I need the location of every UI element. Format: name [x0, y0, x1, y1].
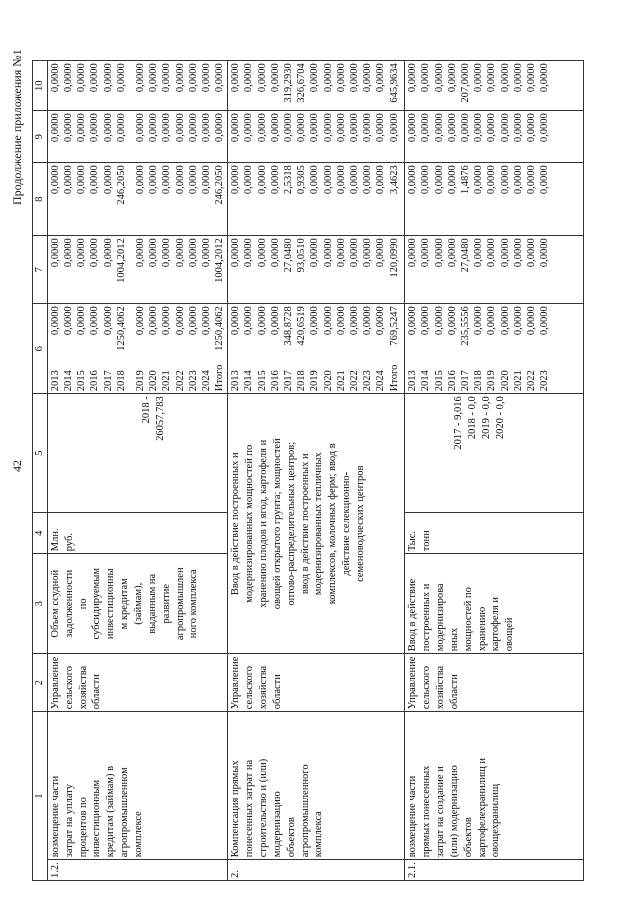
- table-cell-value: 0,0000: [309, 63, 321, 93]
- table-cell-value: 0,0000: [499, 306, 511, 336]
- table-cell-value: 2015: [433, 370, 445, 392]
- table-cell-value: 0,0000: [499, 113, 511, 143]
- table-cell-value: 0,0000: [446, 63, 458, 93]
- table-cell-value: 420,6519: [296, 306, 308, 346]
- table-cell-value: 319,2930: [283, 63, 295, 103]
- table-cell-value: 2018: [296, 370, 308, 392]
- table-cell-value: 0,0000: [134, 306, 146, 336]
- col-header-6: 6: [33, 304, 48, 394]
- table-cell-value: 0,0000: [446, 238, 458, 268]
- table-cell-value: 0,0000: [89, 63, 101, 93]
- executor: Управление сельского хозяйства области: [228, 654, 405, 712]
- table-cell-value: 0,0000: [296, 113, 308, 143]
- table-cell-value: 0,0000: [89, 113, 101, 143]
- table-cell-value: 0,0000: [161, 306, 173, 336]
- years-column: [49, 365, 226, 392]
- table-cell-value: 1004,2012: [115, 238, 127, 283]
- table-cell-value: 0,0000: [89, 238, 101, 268]
- table-cell-value: 2020: [322, 370, 334, 392]
- table-cell-value: 0,0000: [539, 113, 551, 143]
- table-cell-value: 0,0000: [335, 165, 347, 195]
- table-cell-value: 0,0000: [348, 306, 360, 336]
- table-cell-value: 0,0000: [499, 63, 511, 93]
- table-cell-value: 0,0000: [102, 238, 114, 268]
- table-cell-value: 0,0000: [200, 238, 212, 268]
- table-cell-value: 0,0000: [362, 63, 374, 93]
- table-cell-value: 0,0000: [102, 165, 114, 195]
- indicator: Ввод в действие построенных и модернизированных мощностей по хранению плодов и ягод, картофеля и овощей открытого грунта; мощностей оптово-распределительных центров; ввод в действие построенных и модернизированных тепличных комплексов, молочных ферм; ввод в действие селекционно- семеноводческих центров: [228, 394, 405, 654]
- table-cell-value: 2014: [243, 370, 255, 392]
- table-cell-value: 0,0000: [174, 63, 186, 93]
- table-row: [47, 61, 227, 881]
- table-cell-value: 0,0000: [486, 113, 498, 143]
- col8-values: [47, 163, 227, 236]
- table-cell-value: 2018: [473, 370, 485, 392]
- year-values: [228, 304, 405, 394]
- table-cell-value: 348,8728: [283, 306, 295, 346]
- table-cell-value: 0,0000: [420, 306, 432, 336]
- table-cell-value: 0,0000: [174, 238, 186, 268]
- table-cell-value: 0,0000: [362, 165, 374, 195]
- table-cell-value: 0,0000: [230, 306, 242, 336]
- table-cell-value: 0,0000: [433, 306, 445, 336]
- table-cell-value: 2021: [512, 370, 524, 392]
- table-cell-value: 2023: [362, 370, 374, 392]
- col6-values: [229, 306, 400, 345]
- table-cell-value: 326,6704: [296, 63, 308, 103]
- table-cell-value: 2023: [539, 370, 551, 392]
- table-cell-value: 0,0000: [187, 306, 199, 336]
- table-cell-value: 0,0000: [161, 63, 173, 93]
- table-cell-value: 0,0000: [388, 113, 400, 143]
- table-cell-value: 0,0000: [283, 113, 295, 143]
- table-cell-value: 0,0000: [433, 113, 445, 143]
- table-cell-value: 0,0000: [375, 63, 387, 93]
- table-cell-value: 0,0000: [76, 63, 88, 93]
- table-cell-value: 0,0000: [269, 165, 281, 195]
- executor: Управление сельского хозяйства области: [47, 654, 227, 712]
- table-cell-value: 0,0000: [335, 63, 347, 93]
- table-cell-value: 0,0000: [187, 113, 199, 143]
- table-cell-value: 0,0000: [512, 113, 524, 143]
- table-cell-value: 2015: [76, 370, 88, 392]
- table-cell-value: 0,0000: [473, 113, 485, 143]
- table-cell-value: 0,0000: [407, 306, 419, 336]
- table-cell-value: 0,0000: [362, 238, 374, 268]
- col7-values: [47, 236, 227, 304]
- table-cell-value: 0,0000: [214, 63, 226, 93]
- table-row: [228, 61, 405, 881]
- table-cell-value: 2017: [102, 370, 114, 392]
- table-cell-value: 0,0000: [512, 306, 524, 336]
- table-cell-value: 0,0000: [76, 113, 88, 143]
- col8-values: [228, 163, 405, 236]
- table-cell-value: 0,0000: [49, 306, 61, 336]
- table-cell-value: 2015: [256, 370, 268, 392]
- table-cell-value: 1,4876: [460, 165, 472, 195]
- table-cell-value: 0,0000: [134, 238, 146, 268]
- table-cell-value: 0,0000: [348, 238, 360, 268]
- table-cell-value: 0,0000: [230, 238, 242, 268]
- table-cell-value: 0,0000: [76, 165, 88, 195]
- table-cell-value: 2022: [348, 370, 360, 392]
- table-cell-value: 0,0000: [243, 63, 255, 93]
- table-cell-value: 2019: [309, 370, 321, 392]
- table-cell-value: 2020: [148, 370, 160, 392]
- table-cell-value: 0,0000: [486, 63, 498, 93]
- col-header-1: 1: [33, 712, 48, 881]
- table-cell-value: 0,0000: [243, 238, 255, 268]
- table-row: [405, 61, 584, 881]
- table-cell-value: 1250,4062: [115, 306, 127, 351]
- table-cell-value: 2014: [63, 370, 75, 392]
- table-cell-value: 0,0000: [486, 306, 498, 336]
- year-values: [405, 304, 584, 394]
- col-header-10: 10: [33, 61, 48, 111]
- table-cell-value: 0,0000: [539, 306, 551, 336]
- table-cell-value: 0,0000: [161, 238, 173, 268]
- table-cell-value: 246,2050: [115, 165, 127, 205]
- table-cell-value: 2019: [134, 370, 146, 392]
- table-cell-value: 0,0000: [200, 63, 212, 93]
- table-cell-value: 0,0000: [115, 63, 127, 93]
- table-cell-value: 0,0000: [134, 165, 146, 195]
- col10-values: [405, 61, 584, 111]
- table-cell-value: 0,0000: [230, 113, 242, 143]
- measure-name: Компенсация прямых понесенных затрат на строительство и (или) модернизацию объектов агропромышленного комплекса: [228, 712, 405, 860]
- table-cell-value: 0,0000: [230, 165, 242, 195]
- table-cell-value: 0,0000: [322, 113, 334, 143]
- table-cell-value: 0,0000: [174, 165, 186, 195]
- col6-values: [406, 306, 551, 345]
- table-cell-value: 0,0000: [335, 306, 347, 336]
- table-cell-value: 246,2050: [214, 165, 226, 205]
- table-cell-value: 0,0000: [134, 63, 146, 93]
- table-cell-value: 120,0990: [388, 238, 400, 278]
- table-cell-value: 0,0000: [200, 306, 212, 336]
- table-cell-value: 0,0000: [161, 113, 173, 143]
- table-cell-value: 0,0000: [269, 113, 281, 143]
- table-cell-value: 3,4623: [388, 165, 400, 195]
- table-cell-value: 0,0000: [525, 165, 537, 195]
- col-header-8: 8: [33, 163, 48, 236]
- col9-values: [228, 111, 405, 163]
- table-cell-value: 0,0000: [335, 113, 347, 143]
- col7-values: [228, 236, 405, 304]
- table-cell-value: 0,0000: [322, 63, 334, 93]
- table-cell-value: 0,0000: [49, 165, 61, 195]
- col10-values: [228, 61, 405, 111]
- table-cell-value: 2024: [375, 370, 387, 392]
- table-cell-value: 2013: [230, 370, 242, 392]
- table-cell-value: 0,0000: [420, 113, 432, 143]
- table-cell-value: 2020: [499, 370, 511, 392]
- table-cell-value: 0,0000: [63, 238, 75, 268]
- table-cell-value: 2016: [269, 370, 281, 392]
- table-cell-value: 0,0000: [446, 306, 458, 336]
- table-cell-value: 0,0000: [102, 63, 114, 93]
- table-cell-value: 2021: [335, 370, 347, 392]
- table-cell-value: 0,0000: [460, 113, 472, 143]
- table-cell-value: 0,0000: [309, 238, 321, 268]
- table-cell-value: 0,0000: [348, 165, 360, 195]
- target-year: 2018 -: [140, 396, 152, 424]
- table-cell-value: 0,0000: [433, 63, 445, 93]
- table-cell-value: Итого: [388, 364, 400, 392]
- target-entry: 2019 - 0,0: [481, 396, 493, 440]
- table-cell-value: 0,0000: [102, 113, 114, 143]
- table-cell-value: 0,0000: [161, 165, 173, 195]
- table-cell-value: 0,0000: [348, 63, 360, 93]
- continuation-note: Продолжение приложения №1: [10, 49, 24, 205]
- table-cell-value: 27,0480: [283, 238, 295, 273]
- table-cell-value: 0,0000: [256, 63, 268, 93]
- table-cell-value: 0,0000: [433, 238, 445, 268]
- page-number: 42: [10, 460, 24, 472]
- program-table: [32, 60, 584, 881]
- table-cell-value: 2023: [187, 370, 199, 392]
- row-number: 1.2.: [47, 860, 227, 881]
- table-cell-value: 0,0000: [512, 63, 524, 93]
- table-cell-value: 0,0000: [322, 306, 334, 336]
- table-cell-value: 0,0000: [174, 306, 186, 336]
- table-cell-value: 2016: [89, 370, 101, 392]
- col9-values: [47, 111, 227, 163]
- table-cell-value: 2017: [460, 370, 472, 392]
- table-cell-value: 769,5247: [388, 306, 400, 346]
- table-cell-value: 0,0000: [407, 113, 419, 143]
- table-cell-value: 0,0000: [407, 63, 419, 93]
- col9-values: [405, 111, 584, 163]
- indicator: Ввод в действие построенных и модернизирова нных мощностей по хранению картофеля и овощей: [405, 554, 584, 654]
- table-cell-value: 0,0000: [473, 238, 485, 268]
- table-cell-value: 2022: [525, 370, 537, 392]
- table-cell-value: 207,0000: [460, 63, 472, 103]
- header-row: [33, 61, 48, 881]
- table-cell-value: 2021: [161, 370, 173, 392]
- table-cell-value: 0,0000: [539, 165, 551, 195]
- table-cell-value: Итого: [214, 364, 226, 392]
- table-cell-value: 0,0000: [539, 63, 551, 93]
- years-column: [229, 365, 400, 392]
- table-cell-value: 235,5556: [460, 306, 472, 346]
- table-cell-value: 0,0000: [309, 165, 321, 195]
- table-cell-value: 0,0000: [446, 113, 458, 143]
- unit: Млн. руб.: [47, 513, 227, 554]
- table-cell-value: 0,0000: [269, 306, 281, 336]
- table-cell-value: 0,0000: [230, 63, 242, 93]
- table-cell-value: 0,0000: [63, 306, 75, 336]
- table-cell-value: 0,0000: [76, 306, 88, 336]
- table-cell-value: 2013: [49, 370, 61, 392]
- target-values: [405, 394, 584, 513]
- indicator: Объем ссудной задолженности по субсидируемым инвестиционны м кредитам (займам), выданным на развитие агропромышлен ного комплекса: [47, 554, 227, 654]
- table-cell-value: 0,0000: [49, 238, 61, 268]
- col-header-7: 7: [33, 236, 48, 304]
- table-cell-value: 0,0000: [375, 238, 387, 268]
- table-cell-value: 0,0000: [486, 165, 498, 195]
- table-cell-value: 0,0000: [269, 63, 281, 93]
- target-entry: 2020 - 0,0: [494, 396, 506, 440]
- measure-name: возмещение части прямых понесенных затрат на создание и (или) модернизацию объектов картофелехранилищ и овощехранилищ: [405, 712, 584, 860]
- table-cell-value: 0,0000: [407, 165, 419, 195]
- col8-values: [405, 163, 584, 236]
- executor: Управление сельского хозяйства области: [405, 654, 584, 712]
- row-number: 2.1.: [405, 860, 584, 881]
- table-cell-value: 0,0000: [362, 306, 374, 336]
- table-cell-value: 0,0000: [63, 113, 75, 143]
- table-cell-value: 0,0000: [420, 165, 432, 195]
- years-column: [406, 370, 551, 391]
- col-header-3: 3: [33, 554, 48, 654]
- table-cell-value: 0,0000: [102, 306, 114, 336]
- table-cell-value: 0,0000: [539, 238, 551, 268]
- table-cell-value: 0,0000: [200, 113, 212, 143]
- target-entry: 2017 - 9,016: [453, 396, 465, 450]
- table-cell-value: 2024: [200, 370, 212, 392]
- table-cell-value: 0,0000: [322, 165, 334, 195]
- table-cell-value: 0,0000: [420, 63, 432, 93]
- table-cell-value: 27,0480: [460, 238, 472, 273]
- col7-values: [405, 236, 584, 304]
- table-cell-value: 0,0000: [256, 113, 268, 143]
- table-cell-value: 0,0000: [525, 306, 537, 336]
- table-cell-value: 0,0000: [309, 113, 321, 143]
- table-cell-value: 1004,2012: [214, 238, 226, 283]
- table-cell-value: 2019: [486, 370, 498, 392]
- table-cell-value: 0,0000: [525, 238, 537, 268]
- table-cell-value: 0,0000: [243, 306, 255, 336]
- table-cell-value: 0,0000: [187, 238, 199, 268]
- table-cell-value: 0,0000: [473, 165, 485, 195]
- table-cell-value: 0,0000: [148, 238, 160, 268]
- table-cell-value: 0,0000: [473, 306, 485, 336]
- table-cell-value: 0,0000: [214, 113, 226, 143]
- table-cell-value: 0,0000: [322, 238, 334, 268]
- table-cell-value: 2016: [446, 370, 458, 392]
- table-cell-value: 0,0000: [525, 113, 537, 143]
- table-cell-value: 0,0000: [63, 165, 75, 195]
- table-cell-value: 0,0000: [256, 306, 268, 336]
- table-cell-value: 645,9634: [388, 63, 400, 103]
- table-cell-value: 0,9305: [296, 165, 308, 195]
- table-cell-value: 0,0000: [148, 113, 160, 143]
- table-cell-value: 0,0000: [269, 238, 281, 268]
- table-cell-value: 0,0000: [335, 238, 347, 268]
- table-cell-value: 0,0000: [174, 113, 186, 143]
- table-cell-value: 1250,4062: [214, 306, 226, 351]
- table-cell-value: 0,0000: [148, 165, 160, 195]
- table-cell-value: 0,0000: [309, 306, 321, 336]
- col6-values: [49, 306, 226, 351]
- table-cell-value: 0,0000: [375, 113, 387, 143]
- target-values: [47, 394, 227, 513]
- target-value: 26057,783: [154, 396, 166, 441]
- table-cell-value: 0,0000: [348, 113, 360, 143]
- col-header-9: 9: [33, 111, 48, 163]
- table-cell-value: 0,0000: [407, 238, 419, 268]
- table-cell-value: 0,0000: [187, 165, 199, 195]
- table-cell-value: 0,0000: [420, 238, 432, 268]
- table-cell-value: 0,0000: [499, 165, 511, 195]
- table-cell-value: 0,0000: [49, 113, 61, 143]
- table-cell-value: 0,0000: [446, 165, 458, 195]
- table-cell-value: 0,0000: [256, 165, 268, 195]
- table-cell-value: 0,0000: [148, 63, 160, 93]
- col-header-4: 4: [33, 513, 48, 554]
- table-cell-value: 0,0000: [512, 165, 524, 195]
- col-header-5: 5: [33, 394, 48, 513]
- table-cell-value: 0,0000: [187, 63, 199, 93]
- table-cell-value: 0,0000: [200, 165, 212, 195]
- table-cell-value: 0,0000: [512, 238, 524, 268]
- table-cell-value: 2017: [283, 370, 295, 392]
- table-cell-value: 0,0000: [115, 113, 127, 143]
- table-cell-value: 2018: [115, 370, 127, 392]
- table-cell-value: 0,0000: [243, 113, 255, 143]
- unit: Тыс. тонн: [405, 513, 584, 554]
- table-cell-value: 0,0000: [63, 63, 75, 93]
- table-cell-value: 0,0000: [89, 306, 101, 336]
- table-cell-value: 0,0000: [499, 238, 511, 268]
- table-cell-value: 2,5318: [283, 165, 295, 195]
- table-cell-value: 0,0000: [375, 165, 387, 195]
- table-cell-value: 0,0000: [362, 113, 374, 143]
- table-cell-value: 93,0510: [296, 238, 308, 273]
- table-cell-value: 2014: [420, 370, 432, 392]
- table-cell-value: 0,0000: [76, 238, 88, 268]
- table-cell-value: 0,0000: [473, 63, 485, 93]
- year-values: [47, 304, 227, 394]
- table-cell-value: 0,0000: [134, 113, 146, 143]
- table-cell-value: 0,0000: [148, 306, 160, 336]
- table-cell-value: 0,0000: [243, 165, 255, 195]
- table-cell-value: 0,0000: [525, 63, 537, 93]
- table-cell-value: 0,0000: [375, 306, 387, 336]
- table-cell-value: 0,0000: [486, 238, 498, 268]
- table-cell-value: 0,0000: [256, 238, 268, 268]
- table-cell-value: 2022: [174, 370, 186, 392]
- col10-values: [47, 61, 227, 111]
- table-cell-value: 0,0000: [433, 165, 445, 195]
- col-header-2: 2: [33, 654, 48, 712]
- target-entry: 2018 - 0,0: [467, 396, 479, 440]
- table-cell-value: 0,0000: [49, 63, 61, 93]
- table-cell-value: 0,0000: [89, 165, 101, 195]
- measure-name: возмещение части затрат на уплату процентов по инвестиционным кредитам (займам) в агропромышленном комплексе: [47, 712, 227, 860]
- row-number: 2.: [228, 860, 405, 881]
- table-cell-value: 2013: [407, 370, 419, 392]
